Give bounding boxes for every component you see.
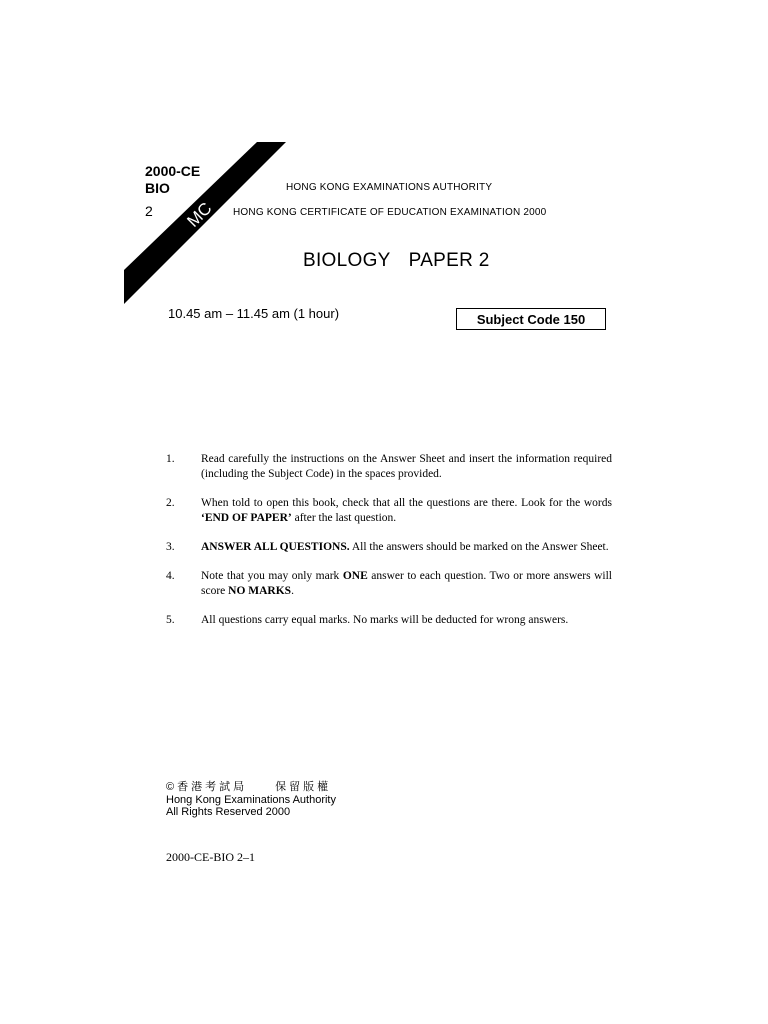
instruction-text: Read carefully the instructions on the Answer Sheet and insert the information required (including the Subject Code) in the spaces provided. [201,453,612,480]
subject-title: BIOLOGY [303,250,391,271]
page-footer: 2000-CE-BIO 2–1 [166,850,255,864]
copyright-rights: All Rights Reserved 2000 [166,806,291,818]
authority-name: HONG KONG EXAMINATIONS AUTHORITY [286,182,493,193]
mc-banner [120,140,290,310]
instruction-number: 4. [166,570,175,582]
paper-code-line2: BIO [145,180,170,196]
paper-number: 2 [145,203,153,219]
instruction-number: 2. [166,497,175,509]
instruction-item [166,496,612,526]
subject-code: Subject Code 150 [476,311,586,327]
exam-time: 10.45 am – 11.45 am (1 hour) [168,306,340,321]
instruction-item [166,540,612,555]
instruction-text: All questions carry equal marks. No marks will be deducted for wrong answers. [201,614,569,626]
instruction-number: 3. [166,541,175,553]
instructions-list [166,452,612,642]
page-title [303,250,490,272]
instruction-item [166,569,612,599]
instruction-text: ANSWER ALL QUESTIONS. All the answers should be marked on the Answer Sheet. [201,541,609,553]
mc-banner-text: MC [183,198,216,231]
paper-code-line1: 2000-CE [145,163,201,179]
instruction-number: 1. [166,453,175,465]
copyright-chinese: ©香港考試局 保留版權 [166,781,332,793]
copyright-authority: Hong Kong Examinations Authority [166,793,336,806]
instruction-text: Note that you may only mark ONE answer to each question. Two or more answers will score NO MARKS. [201,570,612,597]
copyright-block [166,781,336,819]
instruction-item [166,613,612,628]
exam-title: HONG KONG CERTIFICATE OF EDUCATION EXAMINATION 2000 [233,207,547,218]
subject-code-box [456,308,606,330]
instruction-text: When told to open this book, check that all the questions are there. Look for the words ‘END OF PAPER’ after the last question. [201,497,612,524]
paper-title: PAPER 2 [408,250,490,271]
instruction-number: 5. [166,614,175,626]
instruction-item [166,452,612,482]
